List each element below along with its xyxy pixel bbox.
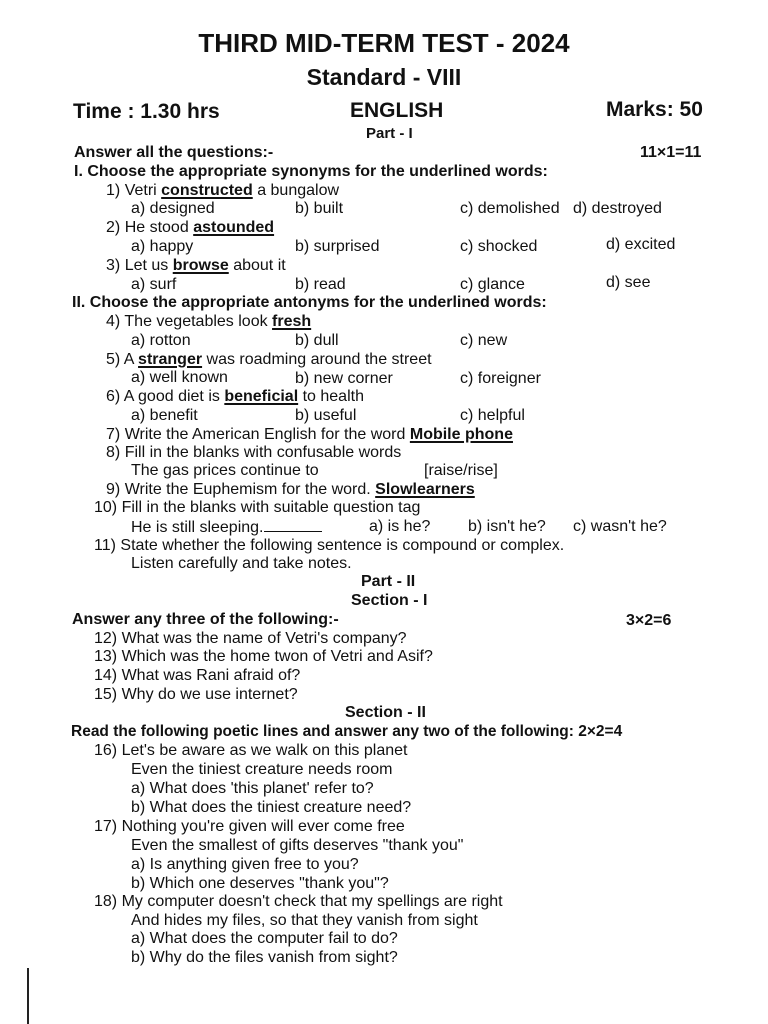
part-1-marks-scheme: 11×1=11 — [640, 144, 702, 161]
question-7: 7) Write the American English for the word Mobile phone — [106, 426, 513, 443]
question-13: 13) Which was the home twon of Vetri and Asif? — [94, 648, 433, 665]
underlined-word: fresh — [272, 313, 312, 330]
sub-question-b: b) Which one deserves "thank you"? — [131, 875, 389, 892]
option-d: d) see — [606, 274, 651, 291]
question-14: 14) What was Rani afraid of? — [94, 667, 301, 684]
underlined-word: Slowlearners — [375, 481, 475, 498]
option-a: a) benefit — [131, 407, 198, 424]
marks-label: Marks: 50 — [606, 98, 703, 121]
option-b: b) new corner — [295, 370, 393, 387]
margin-rule — [27, 968, 29, 1024]
antonyms-section-heading: II. Choose the appropriate antonyms for the underlined words: — [72, 294, 547, 311]
sub-question-a: a) Is anything given free to you? — [131, 856, 359, 873]
option-a: a) designed — [131, 200, 215, 217]
question-16: 16) Let's be aware as we walk on this planet — [94, 742, 408, 759]
underlined-word: constructed — [161, 182, 253, 199]
section-1-heading: Section - I — [351, 592, 428, 609]
option-a: a) surf — [131, 276, 177, 293]
option-a: a) well known — [131, 369, 228, 386]
question-2: 2) He stood astounded — [106, 219, 275, 236]
option-a: a) rotton — [131, 332, 191, 349]
option-a: a) is he? — [369, 518, 431, 535]
answer-blank — [264, 519, 322, 532]
sub-question-a: a) What does 'this planet' refer to? — [131, 780, 374, 797]
option-b: b) dull — [295, 332, 339, 349]
question-11: 11) State whether the following sentence is compound or complex. — [94, 537, 565, 554]
question-8: 8) Fill in the blanks with confusable words — [106, 444, 402, 461]
synonyms-section-heading: I. Choose the appropriate synonyms for the underlined words: — [74, 163, 548, 180]
sub-question-b: b) Why do the files vanish from sight? — [131, 949, 398, 966]
underlined-word: astounded — [193, 219, 275, 236]
underlined-word: browse — [172, 257, 229, 274]
sub-question-b: b) What does the tiniest creature need? — [131, 799, 412, 816]
option-c: c) shocked — [460, 238, 538, 255]
question-1: 1) Vetri constructed a bungalow — [106, 182, 340, 199]
question-17: 17) Nothing you're given will ever come free — [94, 818, 405, 835]
part-2-instruction: Answer any three of the following:- — [72, 611, 339, 628]
question-8-hint: [raise/rise] — [424, 462, 498, 479]
question-9: 9) Write the Euphemism for the word. Slowlearners — [106, 481, 475, 498]
time-label: Time : 1.30 hrs — [73, 100, 220, 123]
option-b: b) isn't he? — [468, 518, 546, 535]
question-12: 12) What was the name of Vetri's company? — [94, 630, 407, 647]
option-b: b) built — [295, 200, 344, 217]
option-a: a) happy — [131, 238, 194, 255]
section-2-heading: Section - II — [345, 704, 426, 721]
option-c: c) helpful — [460, 407, 525, 424]
part-2-heading: Part - II — [361, 573, 416, 590]
underlined-word: stranger — [138, 351, 203, 368]
question-15: 15) Why do we use internet? — [94, 686, 298, 703]
poem-line: Even the smallest of gifts deserves "thank you" — [131, 837, 464, 854]
poem-line: And hides my files, so that they vanish from sight — [131, 912, 478, 929]
question-18: 18) My computer doesn't check that my spellings are right — [94, 893, 503, 910]
option-d: d) excited — [606, 236, 676, 253]
option-b: b) useful — [295, 407, 357, 424]
question-3: 3) Let us browse about it — [106, 257, 286, 274]
option-c: c) foreigner — [460, 370, 541, 387]
option-b: b) surprised — [295, 238, 380, 255]
part-1-instruction: Answer all the questions:- — [74, 144, 274, 161]
option-b: b) read — [295, 276, 346, 293]
part-2-marks-scheme: 3×2=6 — [626, 612, 672, 629]
question-6: 6) A good diet is beneficial to health — [106, 388, 364, 405]
option-c: c) demolished — [460, 200, 560, 217]
subject-label: ENGLISH — [350, 99, 444, 122]
standard-label: Standard - VIII — [306, 64, 462, 90]
question-5: 5) A stranger was roadming around the street — [106, 351, 432, 368]
underlined-word: Mobile phone — [409, 426, 513, 443]
option-c: c) wasn't he? — [573, 518, 667, 535]
question-4: 4) The vegetables look fresh — [106, 313, 312, 330]
exam-title: THIRD MID-TERM TEST - 2024 — [198, 28, 570, 58]
question-11-sentence: Listen carefully and take notes. — [131, 555, 352, 572]
sub-question-a: a) What does the computer fail to do? — [131, 930, 398, 947]
poem-line: Even the tiniest creature needs room — [131, 761, 393, 778]
section-2-instruction: Read the following poetic lines and answer any two of the following: 2×2=4 — [71, 723, 623, 740]
option-c: c) glance — [460, 276, 525, 293]
underlined-word: beneficial — [224, 388, 299, 405]
option-c: c) new — [460, 332, 508, 349]
option-d: d) destroyed — [573, 200, 662, 217]
question-10-sentence: He is still sleeping. — [131, 519, 322, 536]
question-10: 10) Fill in the blanks with suitable question tag — [94, 499, 421, 516]
question-8-sentence: The gas prices continue to — [131, 462, 319, 479]
part-1-heading: Part - I — [366, 125, 413, 142]
